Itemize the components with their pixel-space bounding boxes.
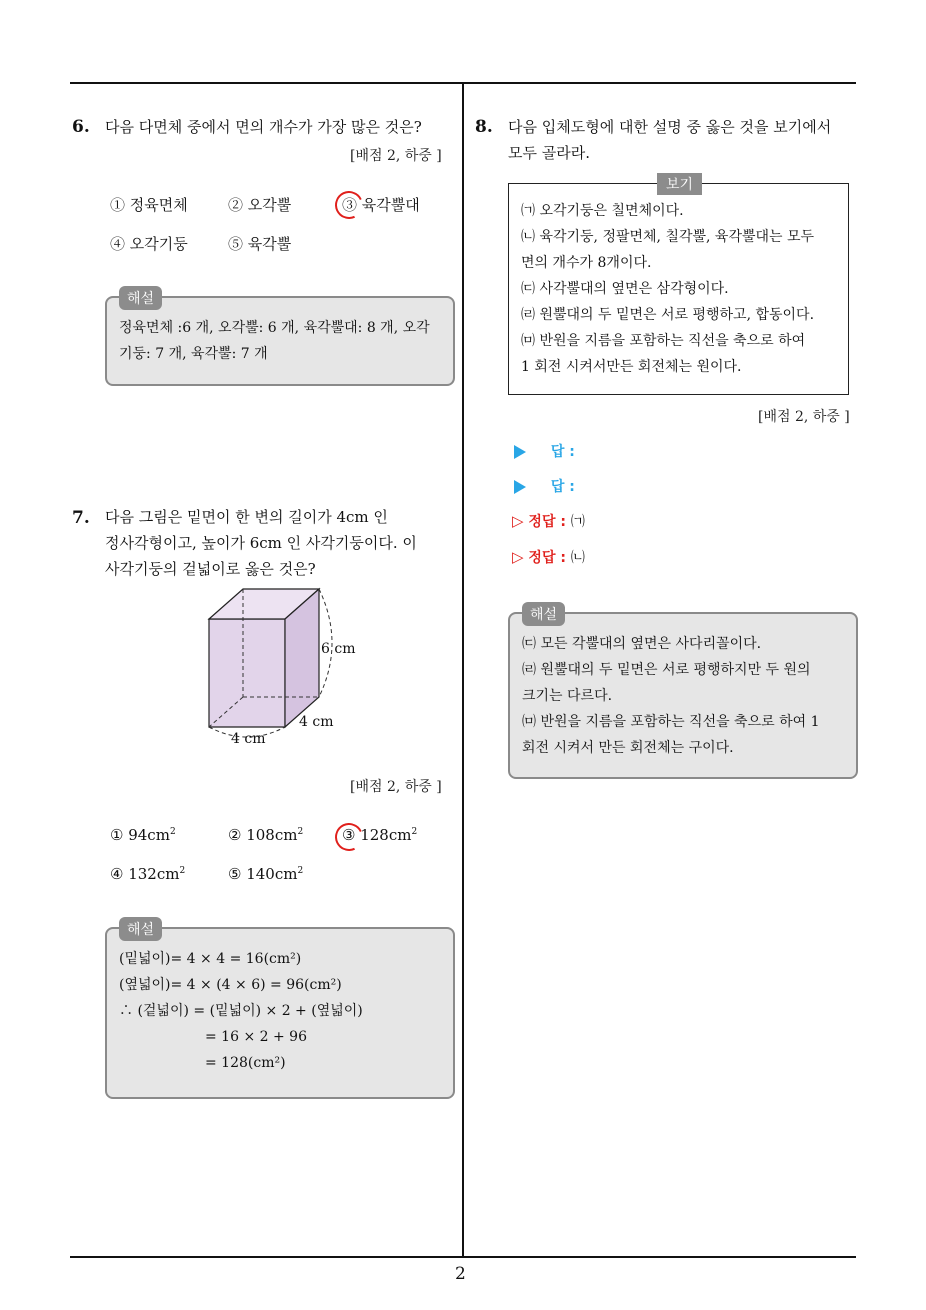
q8-expl-line-2: ㈃ 원뿔대의 두 밑면은 서로 평행하지만 두 원의 xyxy=(522,662,811,678)
q6-number: 6. xyxy=(72,117,90,137)
q7-option-4[interactable] xyxy=(110,865,185,883)
q7-option-2-text: ② 108cm xyxy=(228,826,298,844)
page-number: 2 xyxy=(455,1264,466,1284)
q8-number: 8. xyxy=(475,117,493,137)
q6-option-3[interactable]: ③ 육각뿔대 xyxy=(342,196,420,214)
q7-number: 7. xyxy=(72,508,90,528)
q8-explanation-tag: 해설 xyxy=(522,602,565,626)
q7-option-1[interactable] xyxy=(110,826,176,844)
q7-explanation-body xyxy=(119,946,449,1076)
q8-bogi-line-2: ㈁ 육각기둥, 정팔면체, 칠각뿔, 육각뿔대는 모두 xyxy=(521,229,815,245)
q7-option-4-text: ④ 132cm xyxy=(110,865,180,883)
q8-answer-input-2[interactable] xyxy=(514,476,575,496)
q6-option-4[interactable]: ④ 오각기둥 xyxy=(110,235,188,253)
q7-option-1-sup: 2 xyxy=(169,827,176,837)
outline-triangle-icon: ▷ xyxy=(512,548,524,566)
q6-option-5[interactable]: ⑤ 육각뿔 xyxy=(228,235,292,253)
q8-expl-line-5: 회전 시켜서 만든 회전체는 구이다. xyxy=(522,740,734,756)
q7-option-1-text: ① 94cm xyxy=(110,826,170,844)
play-triangle-icon xyxy=(514,445,526,459)
q8-answer-input-1[interactable] xyxy=(514,441,575,461)
q8-bogi-line-1: ㈀ 오각기둥은 칠면체이다. xyxy=(521,203,684,219)
q8-bogi-tag: 보기 xyxy=(657,173,702,195)
correct-value-1: ㈀ xyxy=(570,514,585,530)
q7-text-line-2: 정사각형이고, 높이가 6cm 인 사각기둥이다. 이 xyxy=(105,534,417,552)
bottom-rule xyxy=(70,1256,856,1258)
correct-value-2: ㈁ xyxy=(570,550,585,566)
q8-text xyxy=(508,114,831,166)
q6-answer-circle-mark xyxy=(331,187,367,223)
q6-score: [배점 2, 하중 ] xyxy=(350,148,442,164)
depth-label: 4 cm xyxy=(299,714,334,730)
q8-bogi-body xyxy=(521,198,843,380)
q8-bogi-box xyxy=(508,177,849,395)
q8-explanation-body xyxy=(522,631,852,761)
q6-text: 다음 다면체 중에서 면의 개수가 가장 많은 것은? xyxy=(105,118,422,136)
q7-answer-circle-mark xyxy=(331,819,367,855)
outline-triangle-icon: ▷ xyxy=(512,512,524,530)
q7-option-5[interactable] xyxy=(228,865,303,883)
q6-explanation-tag: 해설 xyxy=(119,286,162,310)
q7-expl-line-5: = 128(cm²) xyxy=(205,1055,286,1071)
q8-bogi-line-7: 1 회전 시켜서만든 회전체는 원이다. xyxy=(521,359,742,375)
correct-label-1: 정답 : xyxy=(528,514,566,530)
q7-text xyxy=(105,504,417,582)
q6-explanation-box xyxy=(105,291,455,386)
q7-prism-figure xyxy=(195,585,365,750)
q6-option-1[interactable]: ① 정육면체 xyxy=(110,196,188,214)
q7-text-line-3: 사각기둥의 겉넓이로 옳은 것은? xyxy=(105,560,316,578)
correct-label-2: 정답 : xyxy=(528,550,566,566)
q8-expl-line-1: ㈂ 모든 각뿔대의 옆면은 사다리꼴이다. xyxy=(522,636,762,652)
answer-label-1: 답 : xyxy=(550,444,575,460)
q8-expl-line-4: ㈄ 반원을 지름을 포함하는 직선을 축으로 하여 1 xyxy=(522,714,820,730)
column-divider xyxy=(462,82,464,1257)
q7-explanation-box xyxy=(105,922,455,1099)
q8-explanation-box xyxy=(508,607,858,779)
q8-bogi-line-6: ㈄ 반원을 지름을 포함하는 직선을 축으로 하여 xyxy=(521,333,806,349)
q8-expl-line-3: 크기는 다르다. xyxy=(522,688,613,704)
answer-label-2: 답 : xyxy=(550,479,575,495)
prism-front-face xyxy=(209,619,285,727)
q7-option-3-text: ③ 128cm xyxy=(342,826,412,844)
q7-expl-line-1: (밑넓이)= 4 × 4 = 16(cm²) xyxy=(119,951,302,967)
q7-explanation-tag: 해설 xyxy=(119,917,162,941)
q8-text-line-2: 모두 골라라. xyxy=(508,144,590,162)
q6-explanation-body xyxy=(119,315,430,367)
q7-option-5-sup: 2 xyxy=(297,866,304,876)
q6-expl-line-2: 기둥: 7 개, 육각뿔: 7 개 xyxy=(119,346,268,362)
q7-expl-line-3: ∴ (겉넓이) = (밑넓이) × 2 + (옆넓이) xyxy=(119,1003,363,1019)
q8-bogi-line-3: 면의 개수가 8개이다. xyxy=(521,255,652,271)
q8-bogi-line-4: ㈂ 사각뿔대의 옆면은 삼각형이다. xyxy=(521,281,729,297)
q7-option-2[interactable] xyxy=(228,826,303,844)
q6-option-2[interactable]: ② 오각뿔 xyxy=(228,196,292,214)
q8-text-line-1: 다음 입체도형에 대한 설명 중 옳은 것을 보기에서 xyxy=(508,118,832,136)
q7-text-line-1: 다음 그림은 밑면이 한 변의 길이가 4cm 인 xyxy=(105,508,388,526)
q8-correct-answer-2 xyxy=(512,547,585,567)
width-label: 4 cm xyxy=(231,731,266,747)
q7-option-3-sup: 2 xyxy=(411,827,418,837)
q7-option-2-sup: 2 xyxy=(297,827,304,837)
q8-correct-answer-1 xyxy=(512,511,585,531)
q7-score: [배점 2, 하중 ] xyxy=(350,779,442,795)
q6-expl-line-1: 정육면체 :6 개, 오각뿔: 6 개, 육각뿔대: 8 개, 오각 xyxy=(119,320,430,336)
q7-expl-line-2: (옆넓이)= 4 × (4 × 6) = 96(cm²) xyxy=(119,977,342,993)
q7-option-4-sup: 2 xyxy=(179,866,186,876)
q8-bogi-line-5: ㈃ 원뿔대의 두 밑면은 서로 평행하고, 합동이다. xyxy=(521,307,815,323)
play-triangle-icon xyxy=(514,480,526,494)
q7-expl-line-4: = 16 × 2 + 96 xyxy=(205,1029,307,1045)
height-label: 6 cm xyxy=(321,641,356,657)
q7-option-5-text: ⑤ 140cm xyxy=(228,865,298,883)
q8-score: [배점 2, 하중 ] xyxy=(758,409,850,425)
